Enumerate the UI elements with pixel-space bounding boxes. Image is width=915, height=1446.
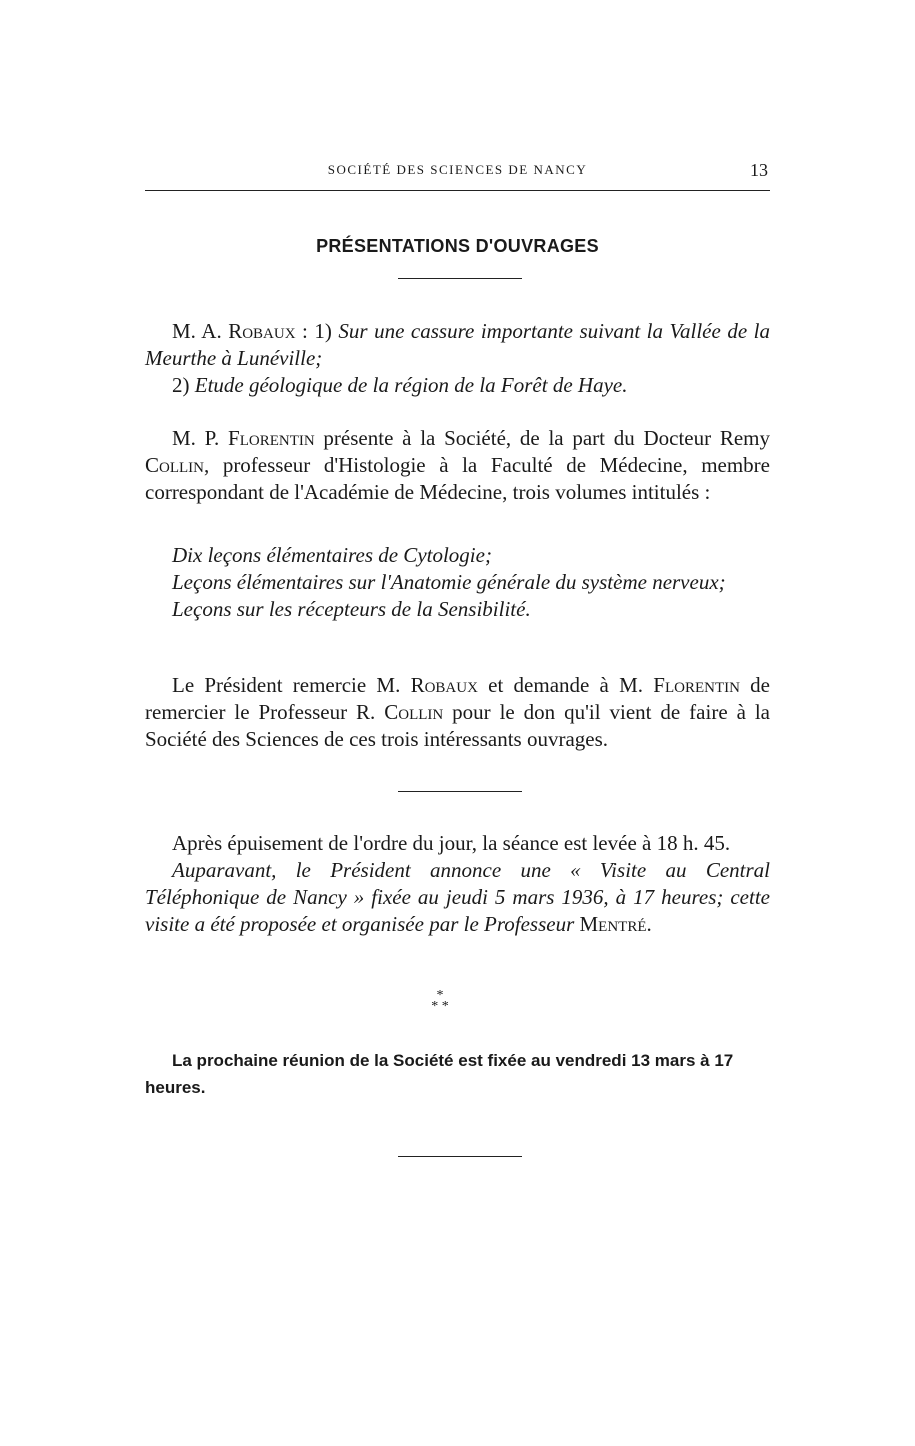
florentin-name: Florentin [228,426,315,450]
volume-item: Leçons sur les récepteurs de la Sensibilité. [172,597,531,621]
title-rule [398,278,522,279]
session-closing: Après épuisement de l'ordre du jour, la séance est levée à 18 h. 45. [172,831,731,855]
florentin-paragraph: M. P. Florentin présente à la Société, de la part du Docteur Remy Collin, professeur d'Histologie à la Faculté de Médecine, membre correspondant de l'Académie de Médecine, trois volumes intitulés : [145,426,771,504]
closing-paragraph [145,830,770,938]
robaux-work-1: Sur une cassure importante suivant la Vallée de la Meurthe à Lunéville; [145,319,771,370]
running-head [145,160,770,191]
page-number: 13 [750,160,768,180]
volumes-list [145,542,770,623]
volume-item: Dix leçons élémentaires de Cytologie; [172,543,492,567]
next-meeting-notice: La prochaine réunion de la Société est fixée au vendredi 13 mars à 17 heures. [145,1051,734,1097]
robaux-name: Robaux [228,319,296,343]
volume-item: Leçons élémentaires sur l'Anatomie générale du système nerveux; [172,570,726,594]
robaux-work-2: Etude géologique de la région de la Forêt de Haye. [194,373,628,397]
robaux-line-1: M. A. Robaux : 1) Sur une cassure importante suivant la Vallée de la Meurthe à Lunéville; [145,319,771,370]
robaux-paragraph [145,318,770,399]
mentre-name: Mentré [579,912,647,936]
end-rule [398,1156,522,1157]
collin-name: Collin [145,453,204,477]
section-rule [398,791,522,792]
running-title: SOCIÉTÉ DES SCIENCES DE NANCY [327,162,588,177]
visit-announcement: Auparavant, le Président annonce une « Visite au Central Téléphonique de Nancy » fixée au jeudi 5 mars 1936, à 17 heures; cette visite a été proposée et organisée par le Professeur Mentré. [145,858,770,936]
thanks-paragraph: Le Président remercie M. Robaux et demande à M. Florentin de remercier le Professeur R. Collin pour le don qu'il vient de faire à la Société des Sciences de ces trois intéressants ouvrages. [145,673,770,751]
robaux-line-2: 2) Etude géologique de la région de la Forêt de Haye. [172,373,628,397]
section-title: PRÉSENTATIONS D'OUVRAGES [316,236,599,256]
asterism: * * * [431,988,449,1014]
